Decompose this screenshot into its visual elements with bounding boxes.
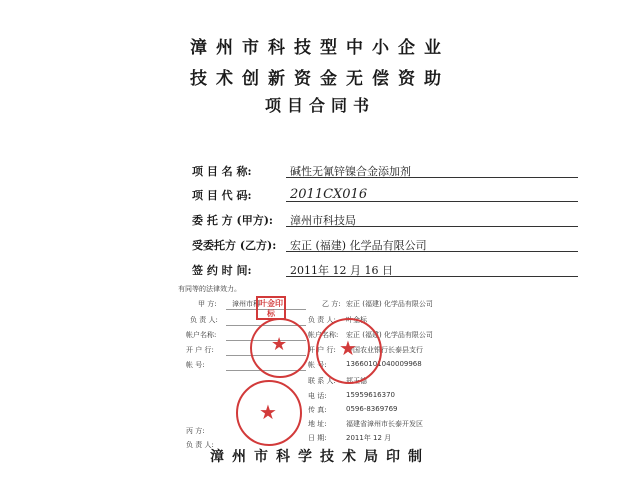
right-account-name-value: 宏正 (福建) 化学品有限公司 [346, 331, 433, 339]
document-title-line3: 项目合同书 [264, 96, 375, 115]
round-stamp-icon [250, 318, 310, 378]
date-label: 日 期: [308, 434, 327, 442]
date-value: 2011年 12 月 [346, 434, 392, 442]
left-responsible2-label: 负 责 人: [186, 441, 214, 449]
right-account-name-label: 帐户名称: [308, 331, 339, 339]
star-icon: ★ [339, 336, 357, 360]
left-responsible-label: 负 责 人: [190, 316, 218, 324]
project-name-label: 项 目 名 称: [192, 165, 252, 178]
contact-label: 联 系 人: [308, 377, 336, 385]
client-label: 委 托 方 (甲方): [192, 214, 273, 227]
document-title-line2: 技术创新资金无偿资助 [190, 69, 450, 89]
phone-value: 15959616370 [346, 391, 395, 399]
round-stamp-icon [236, 380, 302, 446]
address-value: 福建省漳州市长泰开发区 [346, 420, 423, 428]
square-seal: 叶金印标 [256, 296, 286, 320]
left-bank-label: 开 户 行: [186, 346, 214, 354]
contact-value: 郑玉德 [346, 377, 367, 385]
underline [286, 226, 578, 227]
round-stamp-icon [316, 318, 382, 384]
fax-label: 传 真: [308, 406, 327, 414]
party-a-value: 漳州市科 [232, 300, 260, 308]
client-value: 漳州市科技局 [290, 214, 356, 227]
fax-value: 0596-8369769 [346, 405, 398, 413]
underline [286, 201, 578, 202]
legal-effect-note: 有同等的法律效力。 [178, 285, 241, 293]
contractor-value: 宏正 (福建) 化学品有限公司 [290, 239, 427, 252]
project-code-value: 2011CX016 [290, 187, 368, 202]
star-icon: ★ [259, 400, 277, 424]
contractor-label: 受委托方 (乙方): [192, 239, 277, 252]
address-label: 地 址: [308, 420, 327, 428]
underline [286, 276, 578, 277]
party-c-label: 丙 方: [186, 427, 205, 435]
phone-label: 电 话: [308, 392, 327, 400]
document-title-line1: 漳州市科技型中小企业 [190, 38, 450, 58]
project-code-label: 项 目 代 码: [192, 189, 252, 202]
right-responsible-value: 叶金标 [346, 316, 367, 324]
right-responsible-label: 负 责 人: [308, 316, 336, 324]
left-account-label: 帐 号: [186, 361, 205, 369]
right-bank-value: 中国农业银行长泰县支行 [346, 346, 423, 354]
project-name-value: 碱性无氰锌镍合金添加剂 [290, 165, 411, 178]
footer-publisher: 漳州市科学技术局印制 [210, 449, 430, 465]
underline [286, 177, 578, 178]
underline [286, 251, 578, 252]
right-account-value: 13660101040009968 [346, 360, 422, 368]
sign-date-value: 2011年 12 月 16 日 [290, 264, 393, 277]
party-a-label: 甲 方: [198, 300, 217, 308]
right-account-label: 帐 号: [308, 361, 327, 369]
party-b-label: 乙 方: [322, 300, 341, 308]
sign-date-label: 签 约 时 间: [192, 264, 252, 277]
party-b-value: 宏正 (福建) 化学品有限公司 [346, 300, 433, 308]
right-bank-label: 开 户 行: [308, 346, 336, 354]
left-account-name-label: 帐户名称: [186, 331, 217, 339]
star-icon: ★ [271, 334, 288, 355]
